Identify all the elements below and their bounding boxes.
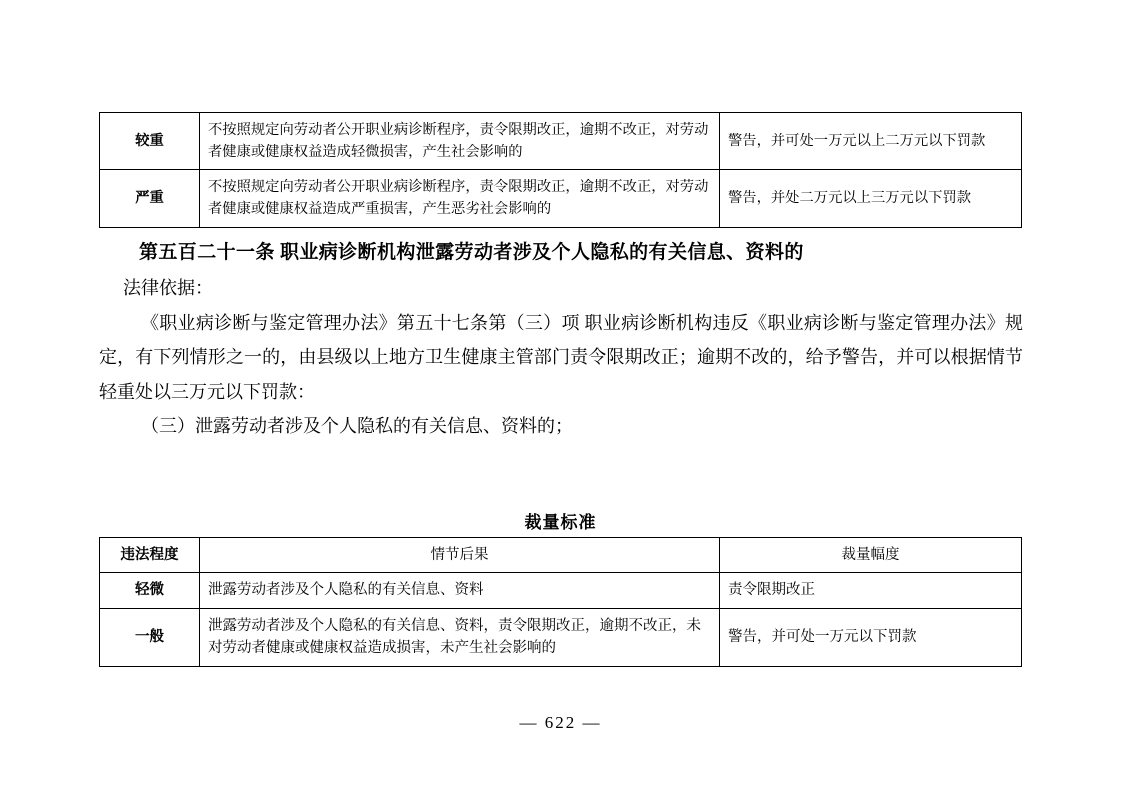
header-degree: 违法程度 <box>100 538 200 573</box>
table-standard <box>99 537 1022 667</box>
cell-range: 警告，并可处一万元以下罚款 <box>720 608 1022 666</box>
standard-heading: 裁量标准 <box>524 513 597 532</box>
header-range: 裁量幅度 <box>720 538 1022 573</box>
table-row <box>100 608 1022 666</box>
cell-degree: 一般 <box>100 608 200 666</box>
cell-case: 不按照规定向劳动者公开职业病诊断程序，责令限期改正，逾期不改正，对劳动者健康或健康权益造成轻微损害，产生社会影响的 <box>200 113 720 170</box>
legal-basis-item: （三）泄露劳动者涉及个人隐私的有关信息、资料的； <box>141 416 573 437</box>
table-top <box>99 112 1022 228</box>
cell-range: 警告，并处二万元以上三万元以下罚款 <box>720 170 1022 227</box>
table-row <box>100 113 1022 170</box>
discretion-table-continued <box>0 112 1121 228</box>
cell-degree: 较重 <box>100 113 200 170</box>
cell-degree: 严重 <box>100 170 200 227</box>
page-number: — 622 — <box>519 713 602 732</box>
discretion-standard-table <box>0 537 1121 667</box>
article-body <box>99 235 1023 444</box>
cell-case: 不按照规定向劳动者公开职业病诊断程序，责令限期改正，逾期不改正，对劳动者健康或健康权益造成严重损害，产生恶劣社会影响的 <box>200 170 720 227</box>
legal-basis-text: 《职业病诊断与鉴定管理办法》第五十七条第（三）项 职业病诊断机构违反《职业病诊断与鉴定管理办法》规定，有下列情形之一的，由县级以上地方卫生健康主管部门责令限期改正；逾期不改的，给予警告，并可以根据情节轻重处以三万元以下罚款： <box>99 312 1023 402</box>
cell-degree: 轻微 <box>100 573 200 608</box>
article-title: 第五百二十一条 职业病诊断机构泄露劳动者涉及个人隐私的有关信息、资料的 <box>139 242 804 263</box>
cell-case: 泄露劳动者涉及个人隐私的有关信息、资料 <box>200 573 720 608</box>
legal-basis-label: 法律依据： <box>123 278 213 299</box>
table-row <box>100 573 1022 608</box>
table-row <box>100 170 1022 227</box>
cell-case: 泄露劳动者涉及个人隐私的有关信息、资料，责令限期改正，逾期不改正，未对劳动者健康或健康权益造成损害，未产生社会影响的 <box>200 608 720 666</box>
table-header-row <box>100 538 1022 573</box>
cell-range: 责令限期改正 <box>720 573 1022 608</box>
cell-range: 警告，并可处一万元以上二万元以下罚款 <box>720 113 1022 170</box>
header-case: 情节后果 <box>200 538 720 573</box>
